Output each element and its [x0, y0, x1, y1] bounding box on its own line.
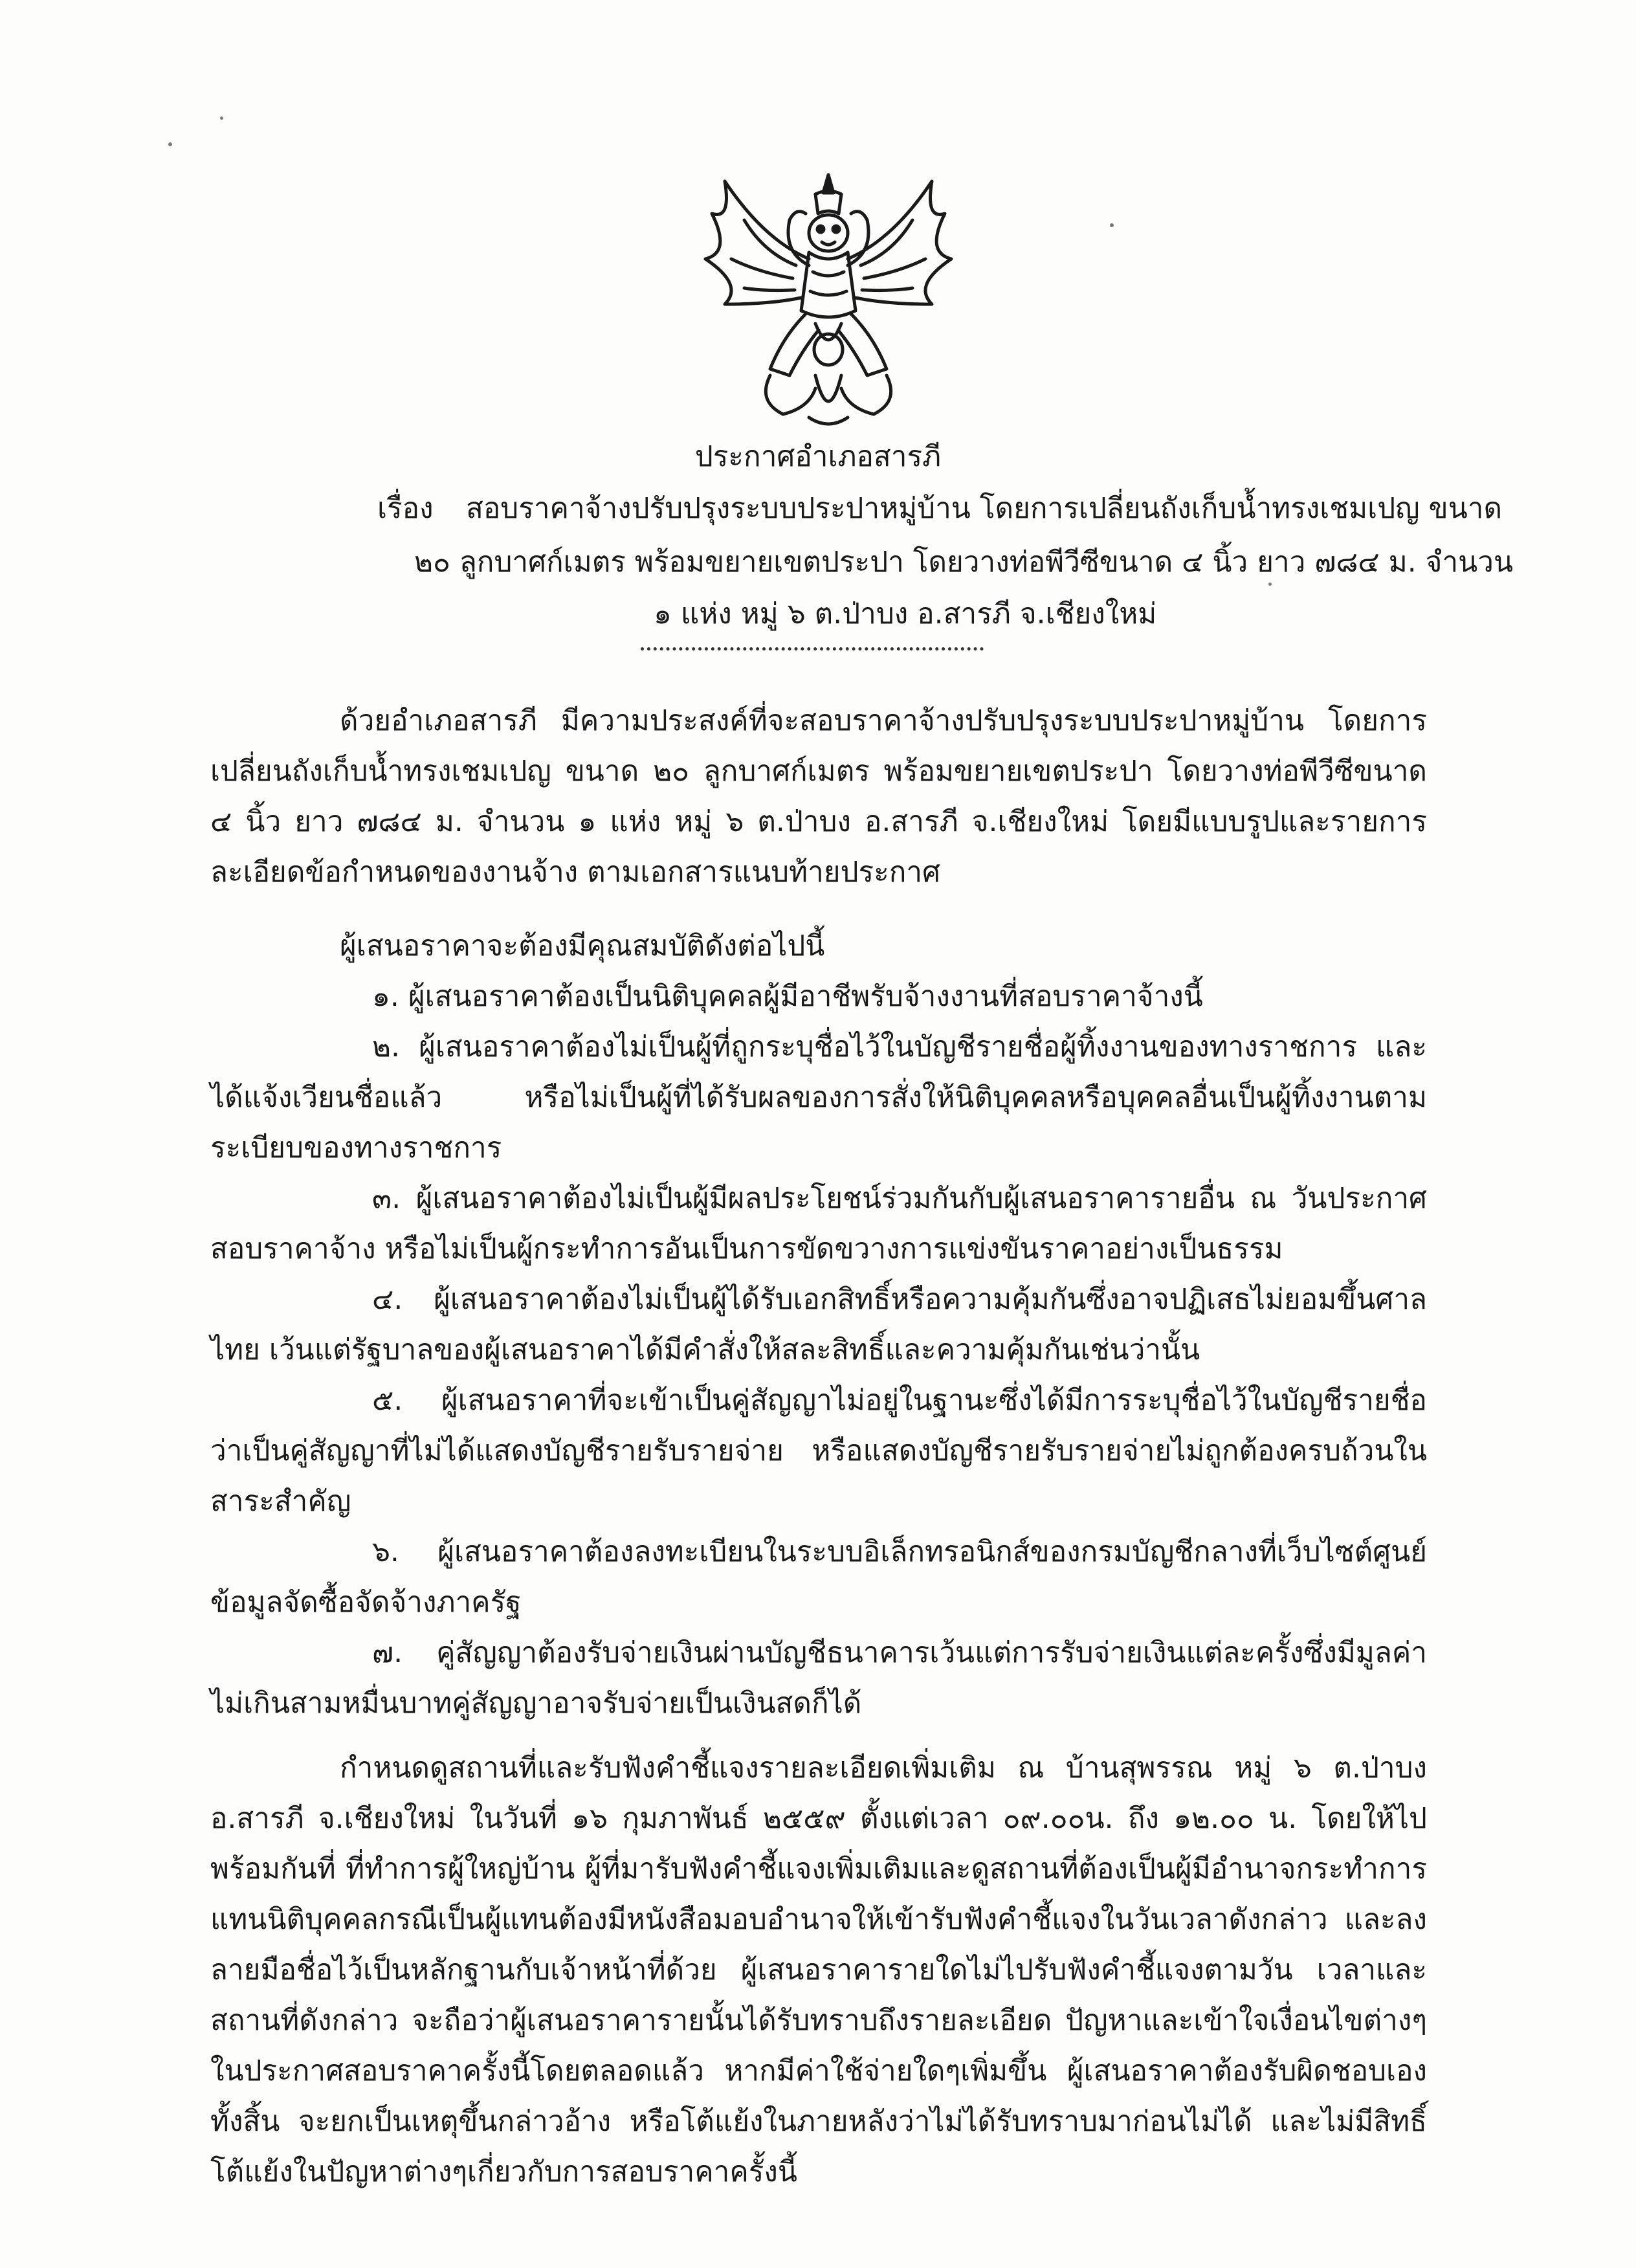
subject-label: เรื่อง — [377, 492, 434, 525]
qualification-item: ๒. ผู้เสนอราคาต้องไม่เป็นผู้ที่ถูกระบุชื่อไว้ในบัญชีรายชื่อผู้ทิ้งงานของทางราชการ และได้แจ้งเวียนชื่อแล้ว หรือไม่เป็นผู้ที่ได้รับผลของการสั่งให้นิติบุคคลหรือบุคคลอื่นเป็นผู้ทิ้งงานตามระเบียบของทางราชการ — [210, 1030, 1427, 1164]
intro-paragraph: ด้วยอำเภอสารภี มีความประสงค์ที่จะสอบราคาจ้างปรับปรุงระบบประปาหมู่บ้าน โดยการเปลี่ยนถังเก็บน้ำทรงเชมเปญ ขนาด ๒๐ ลูกบาศก์เมตร พร้อมขยายเขตประปา โดยวางท่อพีวีซีขนาด ๔ นิ้ว ยาว ๗๘๔ ม. จำนวน ๑ แห่ง หมู่ ๖ ต.ป่าบง อ.สารภี จ.เชียงใหม่ โดยมีแบบรูปและรายการละเอียดข้อกำหนดของงานจ้าง ตามเอกสารแนบท้ายประกาศ — [210, 704, 1427, 889]
qualification-item: ๓. ผู้เสนอราคาต้องไม่เป็นผู้มีผลประโยชน์ร่วมกันกับผู้เสนอราคารายอื่น ณ วันประกาศสอบราคาจ้าง หรือไม่เป็นผู้กระทำการอันเป็นการขัดขวางการแข่งขันราคาอย่างเป็นธรรม — [210, 1182, 1427, 1265]
qualifications-title: ผู้เสนอราคาจะต้องมีคุณสมบัติดังต่อไปนี้ — [340, 929, 825, 962]
qualification-item: ๕. ผู้เสนอราคาที่จะเข้าเป็นคู่สัญญาไม่อยู่ในฐานะซึ่งได้มีการระบุชื่อไว้ในบัญชีรายชื่อว่าเป็นคู่สัญญาที่ไม่ได้แสดงบัญชีรายรับรายจ่าย หรือแสดงบัญชีรายรับรายจ่ายไม่ถูกต้องครบถ้วนในสาระสำคัญ — [210, 1384, 1427, 1518]
qualification-item: ๑. ผู้เสนอราคาต้องเป็นนิติบุคคลผู้มีอาชีพรับจ้างงานที่สอบราคาจ้างนี้ — [372, 980, 1203, 1013]
document-body — [210, 696, 1427, 2197]
qualification-item: ๔. ผู้เสนอราคาต้องไม่เป็นผู้ได้รับเอกสิทธิ์หรือความคุ้มกันซึ่งอาจปฏิเสธไม่ยอมขึ้นศาลไทย เว้นแต่รัฐบาลของผู้เสนอราคาได้มีคำสั่งให้สละสิทธิ์และความคุ้มกันเช่นว่านั้น — [210, 1283, 1427, 1366]
site-visit-paragraph: กำหนดดูสถานที่และรับฟังคำชี้แจงรายละเอียดเพิ่มเติม ณ บ้านสุพรรณ หมู่ ๖ ต.ป่าบง อ.สารภี จ.เชียงใหม่ ในวันที่ ๑๖ กุมภาพันธ์ ๒๕๕๙ ตั้งแต่เวลา ๐๙.๐๐น. ถึง ๑๒.๐๐ น. โดยให้ไปพร้อมกันที่ ที่ทำการผู้ใหญ่บ้าน ผู้ที่มารับฟังคำชี้แจงเพิ่มเติมและดูสถานที่ต้องเป็นผู้มีอำนาจกระทำการแทนนิติบุคคลกรณีเป็นผู้แทนต้องมีหนังสือมอบอำนาจให้เข้ารับฟังคำชี้แจงในวันเวลาดังกล่าว และลงลายมือชื่อไว้เป็นหลักฐานกับเจ้าหน้าที่ด้วย ผู้เสนอราคารายใดไม่ไปรับฟังคำชี้แจงตามวัน เวลาและสถานที่ดังกล่าว จะถือว่าผู้เสนอราคารายนั้นได้รับทราบถึงรายละเอียด ปัญหาและเข้าใจเงื่อนไขต่างๆ ในประกาศสอบราคาครั้งนี้โดยตลอดแล้ว หากมีค่าใช้จ่ายใดๆเพิ่มขึ้น ผู้เสนอราคาต้องรับผิดชอบเองทั้งสิ้น จะยกเป็นเหตุขึ้นกล่าวอ้าง หรือโต้แย้งในภายหลังว่าไม่ได้รับทราบมาก่อนไม่ได้ และไม่มีสิทธิ์โต้แย้งในปัญหาต่างๆเกี่ยวกับการสอบราคาครั้งนี้ — [210, 1751, 1427, 2188]
scan-speck — [1268, 583, 1272, 586]
dotted-separator — [641, 647, 984, 650]
qualification-item: ๖. ผู้เสนอราคาต้องลงทะเบียนในระบบอิเล็กทรอนิกส์ของกรมบัญชีกลางที่เว็บไซต์ศูนย์ข้อมูลจัดซื้อจัดจ้างภาครัฐ — [210, 1535, 1427, 1619]
announcement-heading: ประกาศอำเภอสารภี — [694, 440, 942, 473]
subject-line-3: ๑ แห่ง หมู่ ๖ ต.ป่าบง อ.สารภี จ.เชียงใหม่ — [654, 597, 1157, 630]
subject-line-1: สอบราคาจ้างปรับปรุงระบบประปาหมู่บ้าน โดยการเปลี่ยนถังเก็บน้ำทรงเชมเปญ ขนาด — [466, 492, 1503, 525]
scan-speck — [220, 117, 223, 120]
garuda-emblem-icon — [686, 162, 971, 434]
scan-speck — [168, 142, 172, 146]
scan-speck — [1110, 223, 1114, 227]
subject-line-2: ๒๐ ลูกบาศก์เมตร พร้อมขยายเขตประปา โดยวางท่อพีวีซีขนาด ๔ นิ้ว ยาว ๗๘๔ ม. จำนวน — [414, 546, 1514, 579]
qualification-item: ๗. คู่สัญญาต้องรับจ่ายเงินผ่านบัญชีธนาคารเว้นแต่การรับจ่ายเงินแต่ละครั้งซึ่งมีมูลค่าไม่เกินสามหมื่นบาทคู่สัญญาอาจรับจ่ายเป็นเงินสดก็ได้ — [210, 1636, 1427, 1720]
